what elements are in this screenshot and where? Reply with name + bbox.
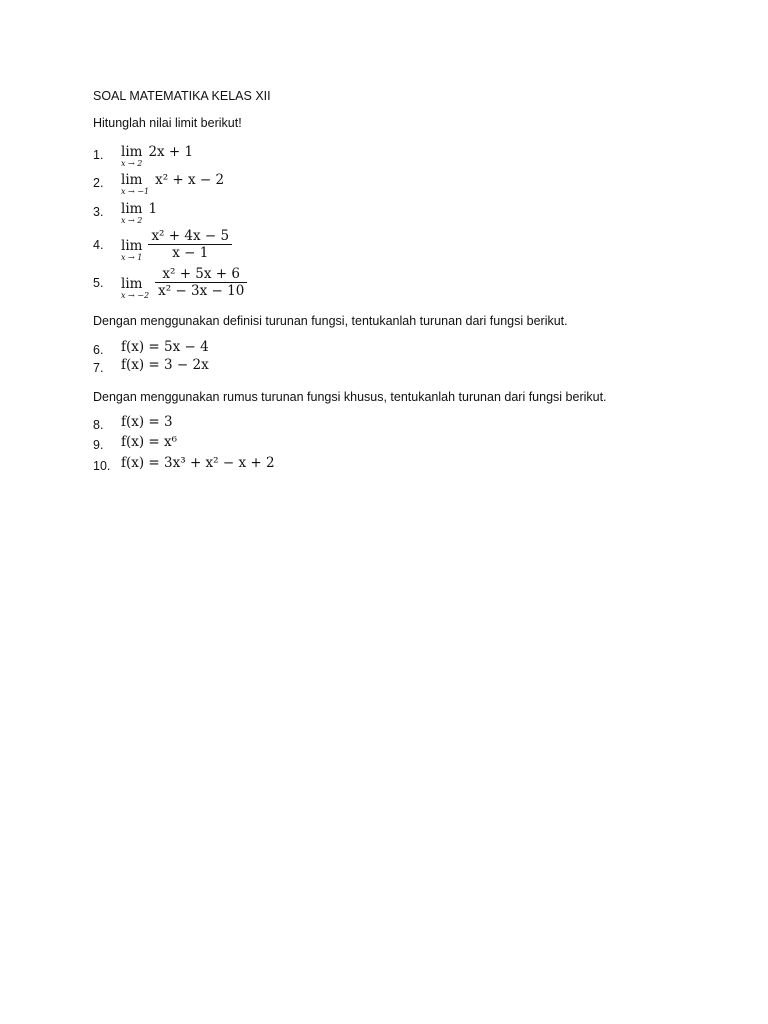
function-expression: f(x) = x⁶ — [121, 434, 178, 450]
limit-expression — [121, 201, 157, 225]
limit-expression — [121, 144, 193, 168]
lim-word: lim — [121, 201, 143, 217]
fraction — [148, 228, 232, 261]
section-derivative-rules-intro: Dengan menggunakan rumus turunan fungsi khusus, tentukanlah turunan dari fungsi berikut. — [93, 390, 607, 404]
function-expression: f(x) = 3 − 2x — [121, 357, 209, 373]
limit-function: x² + x − 2 — [155, 172, 225, 188]
item-number: 1. — [93, 148, 104, 162]
lim-subscript: x → −1 — [121, 187, 150, 196]
fraction-numerator: x² + 4x − 5 — [151, 228, 230, 244]
function-expression: f(x) = 3 — [121, 414, 173, 430]
item-number: 8. — [93, 418, 104, 432]
fraction — [155, 266, 247, 299]
item-number: 6. — [93, 343, 104, 357]
limit-expression — [121, 228, 232, 262]
limit-expression — [121, 266, 247, 300]
item-number: 9. — [93, 438, 104, 452]
document-title: SOAL MATEMATIKA KELAS XII — [93, 89, 271, 103]
item-number: 10. — [93, 459, 111, 473]
item-number: 7. — [93, 361, 104, 375]
lim-subscript: x → 2 — [121, 216, 143, 225]
limit-function: 2x + 1 — [148, 144, 194, 160]
lim-subscript: x → 2 — [121, 159, 143, 168]
lim-word: lim — [121, 238, 143, 254]
lim-word: lim — [121, 276, 143, 292]
item-number: 4. — [93, 238, 104, 252]
item-number: 3. — [93, 205, 104, 219]
fraction-numerator: x² + 5x + 6 — [162, 266, 240, 282]
limit-expression — [121, 172, 224, 196]
function-expression: f(x) = 5x − 4 — [121, 339, 209, 355]
lim-subscript: x → −2 — [121, 291, 150, 300]
lim-word: lim — [121, 144, 143, 160]
section-limit-intro: Hitunglah nilai limit berikut! — [93, 116, 242, 130]
item-number: 2. — [93, 176, 104, 190]
limit-function: 1 — [148, 201, 158, 217]
function-expression: f(x) = 3x³ + x² − x + 2 — [121, 455, 275, 471]
item-number: 5. — [93, 276, 104, 290]
lim-word: lim — [121, 172, 143, 188]
section-derivative-definition-intro: Dengan menggunakan definisi turunan fungsi, tentukanlah turunan dari fungsi berikut. — [93, 314, 568, 328]
fraction-denominator: x² − 3x − 10 — [158, 283, 245, 299]
lim-subscript: x → 1 — [121, 253, 143, 262]
fraction-denominator: x − 1 — [172, 245, 209, 261]
